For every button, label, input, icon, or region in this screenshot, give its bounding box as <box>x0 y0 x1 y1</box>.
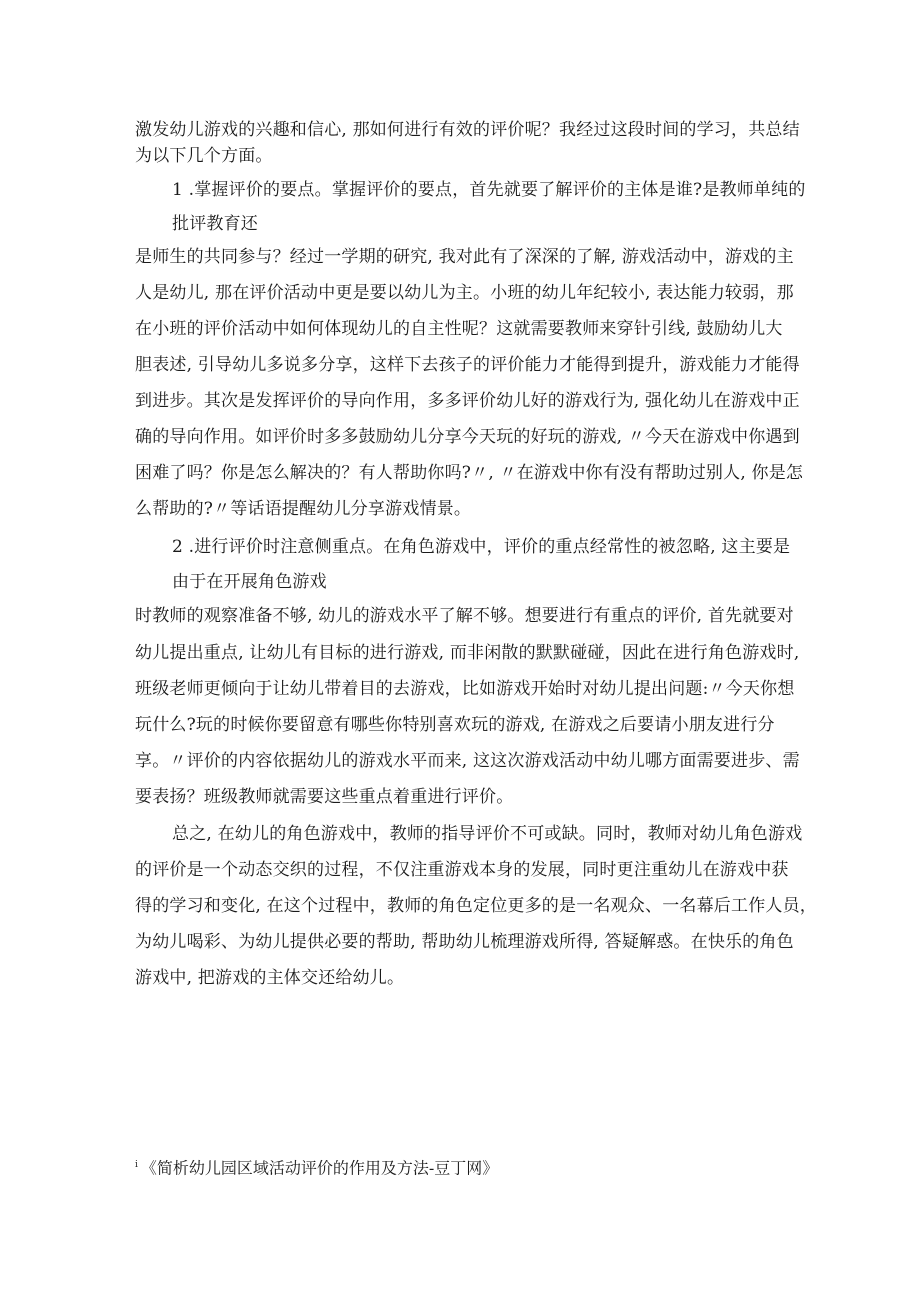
section-heading-2-cont: 由于在开展角色游戏 <box>172 572 327 592</box>
paragraph-line: 为以下几个方面。 <box>135 146 273 166</box>
footnote <box>135 1155 498 1178</box>
paragraph-line: 得的学习和变化, 在这个过程中，教师的角色定位更多的是一名观众、一名幕后工作人员， <box>135 896 818 916</box>
paragraph-line: 总之, 在幼儿的角色游戏中，教师的指导评价不可或缺。同时，教师对幼儿角色游戏 <box>172 824 803 844</box>
paragraph-line: 胆表述, 引导幼儿多说多分享，这样下去孩子的评价能力才能得到提升，游戏能力才能得 <box>135 355 800 375</box>
paragraph-line: 确的导向作用。如评价时多多鼓励幼儿分享今天玩的好玩的游戏, 〃今天在游戏中你遇到 <box>135 427 800 447</box>
section-heading-1-cont: 批评教育还 <box>172 214 258 234</box>
paragraph-line: 到进步。其次是发挥评价的导向作用，多多评价幼儿好的游戏行为, 强化幼儿在游戏中正 <box>135 391 800 411</box>
paragraph-line: 困难了吗？你是怎么解决的？有人帮助你吗?〃, 〃在游戏中你有没有帮助过别人, 你是怎 <box>135 463 804 483</box>
section-heading-2: 2 .进行评价时注意侧重点。在角色游戏中，评价的重点经常性的被忽略, 这主要是 <box>172 537 791 557</box>
footnote-text: 《简析幼儿园区域活动评价的作用及方法-豆丁网》 <box>140 1158 499 1178</box>
paragraph-line: 么帮助的?〃等话语提醒幼儿分享游戏情景。 <box>135 499 472 519</box>
paragraph-line: 要表扬？班级教师就需要这些重点着重进行评价。 <box>135 787 514 807</box>
paragraph-line: 是师生的共同参与？经过一学期的研究, 我对此有了深深的了解, 游戏活动中，游戏的主 <box>135 247 794 267</box>
paragraph-line: 在小班的评价活动中如何体现幼儿的自主性呢？这就需要教师来穿针引线, 鼓励幼儿大 <box>135 319 783 339</box>
paragraph-line: 的评价是一个动态交织的过程，不仅注重游戏本身的发展，同时更注重幼儿在游戏中获 <box>135 860 789 880</box>
paragraph-line: 享。〃评价的内容依据幼儿的游戏水平而来, 这这次游戏活动中幼儿哪方面需要进步、需 <box>135 751 800 771</box>
paragraph-line: 幼儿提出重点, 让幼儿有目标的进行游戏, 而非闲散的默默碰碰，因此在进行角色游戏时, <box>135 643 800 663</box>
paragraph-line: 玩什么?玩的时候你要留意有哪些你特别喜欢玩的游戏, 在游戏之后要请小朋友进行分 <box>135 715 775 735</box>
footnote-marker: i <box>135 1160 138 1170</box>
section-heading-1: 1 .掌握评价的要点。掌握评价的要点，首先就要了解评价的主体是谁?是教师单纯的 <box>172 180 806 200</box>
paragraph-line: 时教师的观察准备不够, 幼儿的游戏水平了解不够。想要进行有重点的评价, 首先就要对 <box>135 606 794 626</box>
paragraph-line: 为幼儿喝彩、为幼儿提供必要的帮助, 帮助幼儿梳理游戏所得, 答疑解惑。在快乐的角色 <box>135 932 794 952</box>
paragraph-line: 游戏中, 把游戏的主体交还给幼儿。 <box>135 968 405 988</box>
paragraph-line: 激发幼儿游戏的兴趣和信心, 那如何进行有效的评价呢？我经过这段时间的学习，共总结 <box>135 120 800 140</box>
paragraph-line: 班级老师更倾向于让幼儿带着目的去游戏，比如游戏开始时对幼儿提出问题:〃今天你想 <box>135 679 795 699</box>
paragraph-line: 人是幼儿, 那在评价活动中更是要以幼儿为主。小班的幼儿年纪较小, 表达能力较弱，那 <box>135 283 794 303</box>
